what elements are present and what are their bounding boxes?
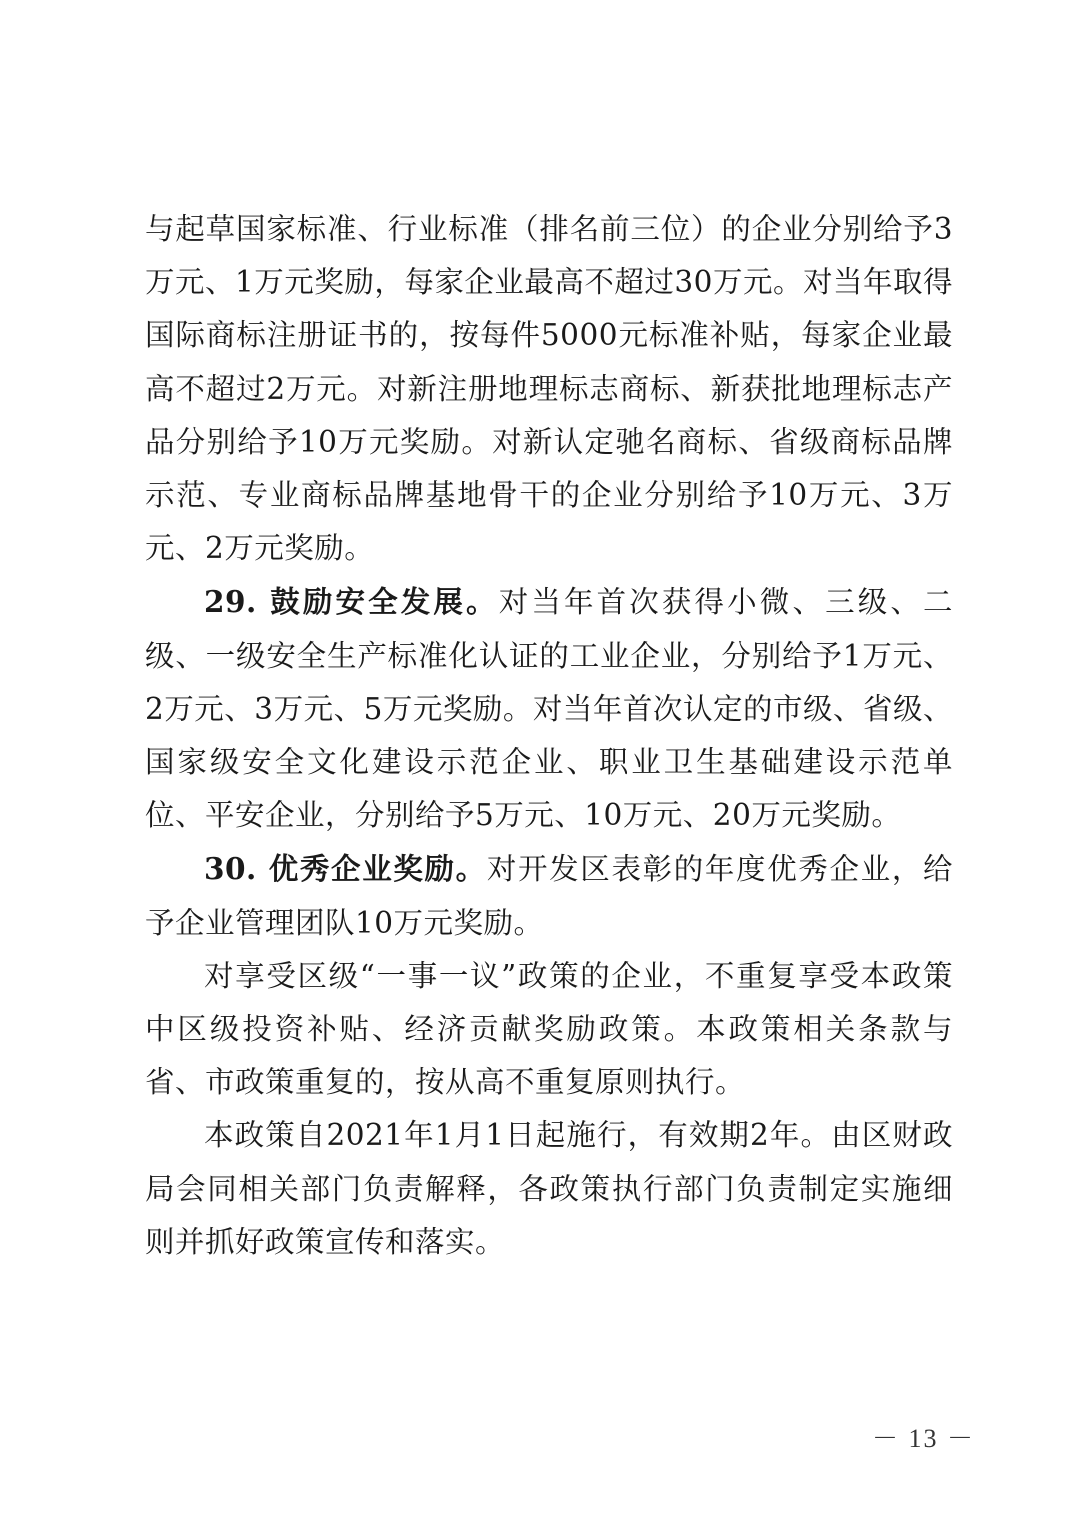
item-text-29: 对当年首次获得小微、三级、二级、一级安全生产标准化认证的工业企业，分别给予1万元、2万元、3万元、5万元奖励。对当年首次认定的市级、省级、国家级安全文化建设示范企业、职业卫生基础建设示范单位、平安企业，分别给予5万元、10万元、20万元奖励。 xyxy=(145,585,953,833)
paragraph-no-duplicate-policy: 对享受区级“一事一议”政策的企业，不重复享受本政策中区级投资补贴、经济贡献奖励政策。本政策相关条款与省、市政策重复的，按从高不重复原则执行。 xyxy=(145,958,953,1100)
item-heading-30: 30. 优秀企业奖励。 xyxy=(204,851,487,887)
paragraph-effective-date: 本政策自2021年1月1日起施行，有效期2年。由区财政局会同相关部门负责解释，各政策执行部门负责制定实施细则并抓好政策宣传和落实。 xyxy=(145,1118,953,1259)
paragraph-excellent-enterprise xyxy=(145,842,953,949)
page-number: － 13 － xyxy=(872,1424,976,1453)
item-text-30: 对开发区表彰的年度优秀企业，给予企业管理团队10万元奖励。 xyxy=(145,852,953,940)
paragraph-safety-development xyxy=(145,575,953,842)
item-heading-29: 29. 鼓励安全发展。 xyxy=(204,584,499,620)
document-body xyxy=(145,203,953,1269)
paragraph-trademark-standards: 与起草国家标准、行业标准（排名前三位）的企业分别给予3万元、1万元奖励，每家企业最高不超过30万元。对当年取得国际商标注册证书的，按每件5000元标准补贴，每家企业最高不超过2万元。对新注册地理标志商标、新获批地理标志产品分别给予10万元奖励。对新认定驰名商标、省级商标品牌示范、专业商标品牌基地骨干的企业分别给予10万元、3万元、2万元奖励。 xyxy=(145,212,953,566)
